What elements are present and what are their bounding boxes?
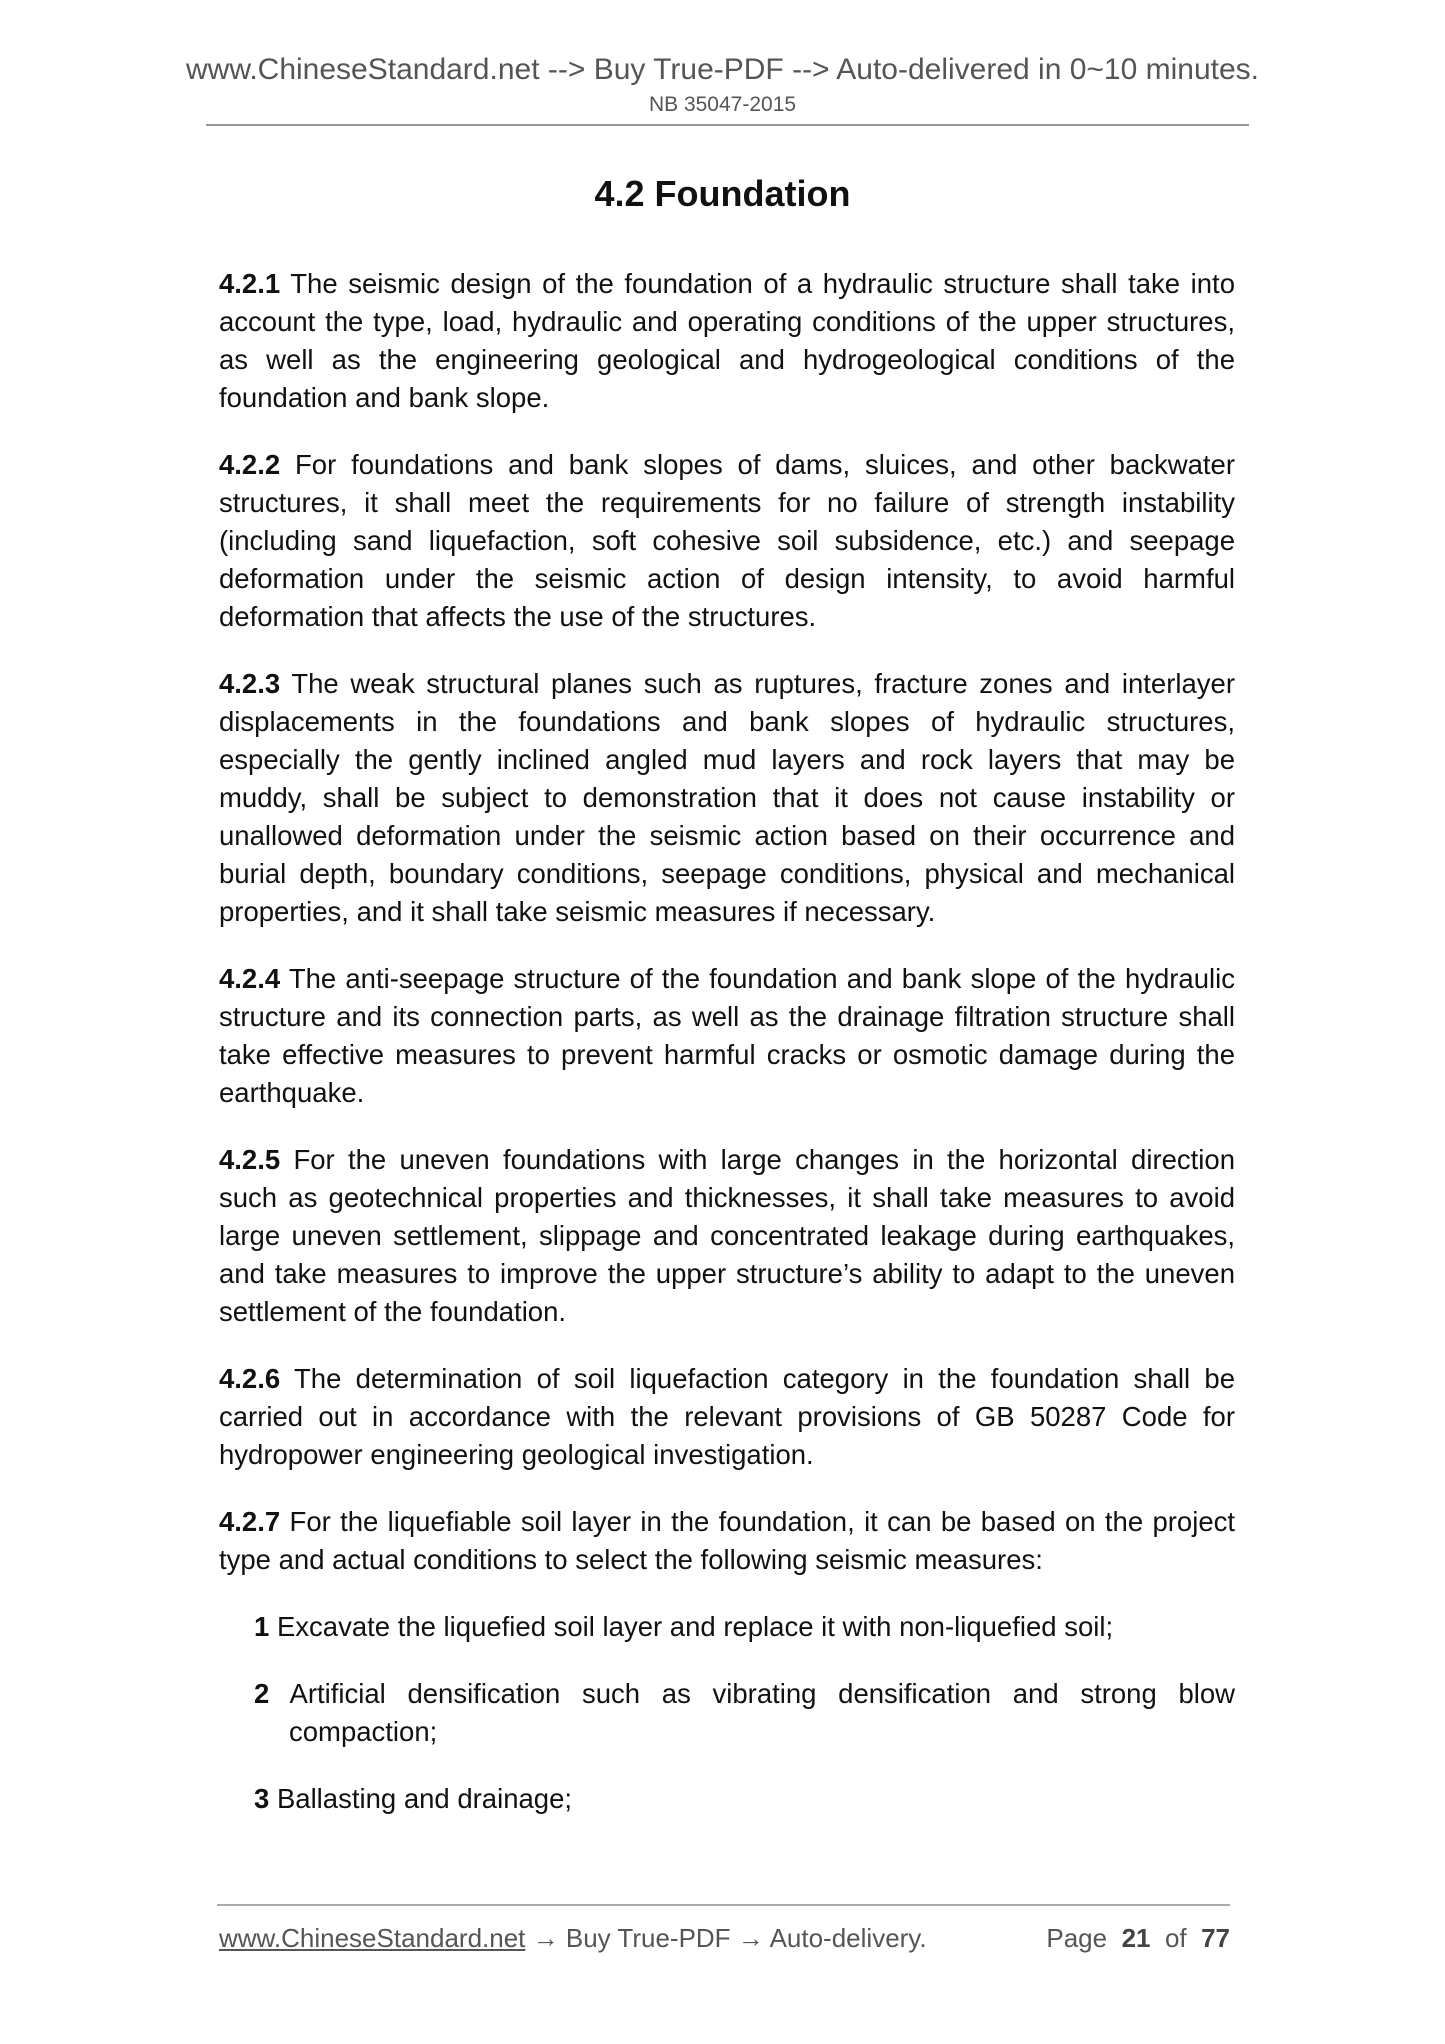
clause-text: For the uneven foundations with large changes in the horizontal direction such as geotechnical properties and thicknesses, it shall take measures to avoid large uneven settlement, slippage and concentrated leakage during earthquakes, and take measures to improve the upper structure’s ability to adapt to the uneven settlement of the foundation.: [219, 1144, 1235, 1327]
clause-text: For foundations and bank slopes of dams, sluices, and other backwater structures, it shall meet the requirements for no failure of strength instability (including sand liquefaction, soft cohesive soil subsidence, etc.) and seepage deformation under the seismic action of design intensity, to avoid harmful deformation that affects the use of the structures.: [219, 449, 1236, 632]
clause: [219, 960, 1235, 1112]
page-total: 77: [1201, 1923, 1230, 1953]
clause-number: 4.2.7: [219, 1506, 281, 1537]
clause-number: 4.2.2: [219, 449, 281, 480]
clause-text: The seismic design of the foundation of a hydraulic structure shall take into account the type, load, hydraulic and operating conditions of the upper structures, as well as the engineering geological and hydrogeological conditions of the foundation and bank slope.: [219, 268, 1235, 413]
document-body: [219, 265, 1235, 1847]
page-label: Page: [1046, 1923, 1108, 1953]
clause-number: 4.2.1: [219, 268, 281, 299]
section-title: 4.2 Foundation: [594, 173, 851, 214]
clause-text: The determination of soil liquefaction category in the foundation shall be carried out in accordance with the relevant provisions of GB 50287 Code for hydropower engineering geological investigation.: [219, 1363, 1235, 1470]
list-item: [254, 1608, 1235, 1646]
footer-tagline: → Buy True-PDF → Auto-delivery.: [525, 1923, 927, 1953]
list-item: [254, 1780, 1235, 1818]
header-divider: [206, 124, 1249, 126]
footer-link[interactable]: www.ChineseStandard.net: [219, 1923, 526, 1953]
standard-number: NB 35047-2015: [648, 93, 797, 116]
clause-text: The weak structural planes such as ruptures, fracture zones and interlayer displacements in the foundations and bank slopes of hydraulic structures, especially the gently inclined angled mud layers and rock layers that may be muddy, shall be subject to demonstration that it does not cause instability or unallowed deformation under the seismic action based on their occurrence and burial depth, boundary conditions, seepage conditions, physical and mechanical properties, and it shall take seismic measures if necessary.: [219, 668, 1235, 927]
footer: [219, 1923, 1230, 1954]
clause-text: For the liquefiable soil layer in the foundation, it can be based on the project type and actual conditions to select the following seismic measures:: [219, 1506, 1236, 1575]
of-label: of: [1164, 1923, 1187, 1953]
page-indicator: [1046, 1923, 1230, 1954]
clause: [219, 1141, 1235, 1331]
clause-text: The anti-seepage structure of the foundation and bank slope of the hydraulic structure and its connection parts, as well as the drainage filtration structure shall take effective measures to prevent harmful cracks or osmotic damage during the earthquake.: [219, 963, 1235, 1108]
clause-number: 4.2.3: [219, 668, 281, 699]
clause-number: 4.2.5: [219, 1144, 281, 1175]
clause: [219, 665, 1235, 931]
item-number: 2: [254, 1678, 270, 1709]
list-item: [254, 1675, 1235, 1751]
clause: [219, 265, 1235, 417]
header-banner: www.ChineseStandard.net --> Buy True-PDF --> Auto-delivered in 0~10 minutes.: [185, 53, 1260, 86]
footer-left: [219, 1923, 927, 1954]
item-number: 3: [254, 1783, 270, 1814]
clause-number: 4.2.6: [219, 1363, 281, 1394]
item-text: Ballasting and drainage;: [276, 1783, 573, 1814]
clause-number: 4.2.4: [219, 963, 281, 994]
clause: [219, 1503, 1235, 1579]
item-number: 1: [254, 1611, 270, 1642]
footer-divider: [217, 1904, 1230, 1906]
clause: [219, 1360, 1235, 1474]
item-text: Excavate the liquefied soil layer and replace it with non-liquefied soil;: [276, 1611, 1114, 1642]
item-text: Artificial densification such as vibrating densification and strong blow compaction;: [289, 1678, 1235, 1747]
page-current: 21: [1121, 1923, 1151, 1953]
clause: [219, 446, 1235, 636]
